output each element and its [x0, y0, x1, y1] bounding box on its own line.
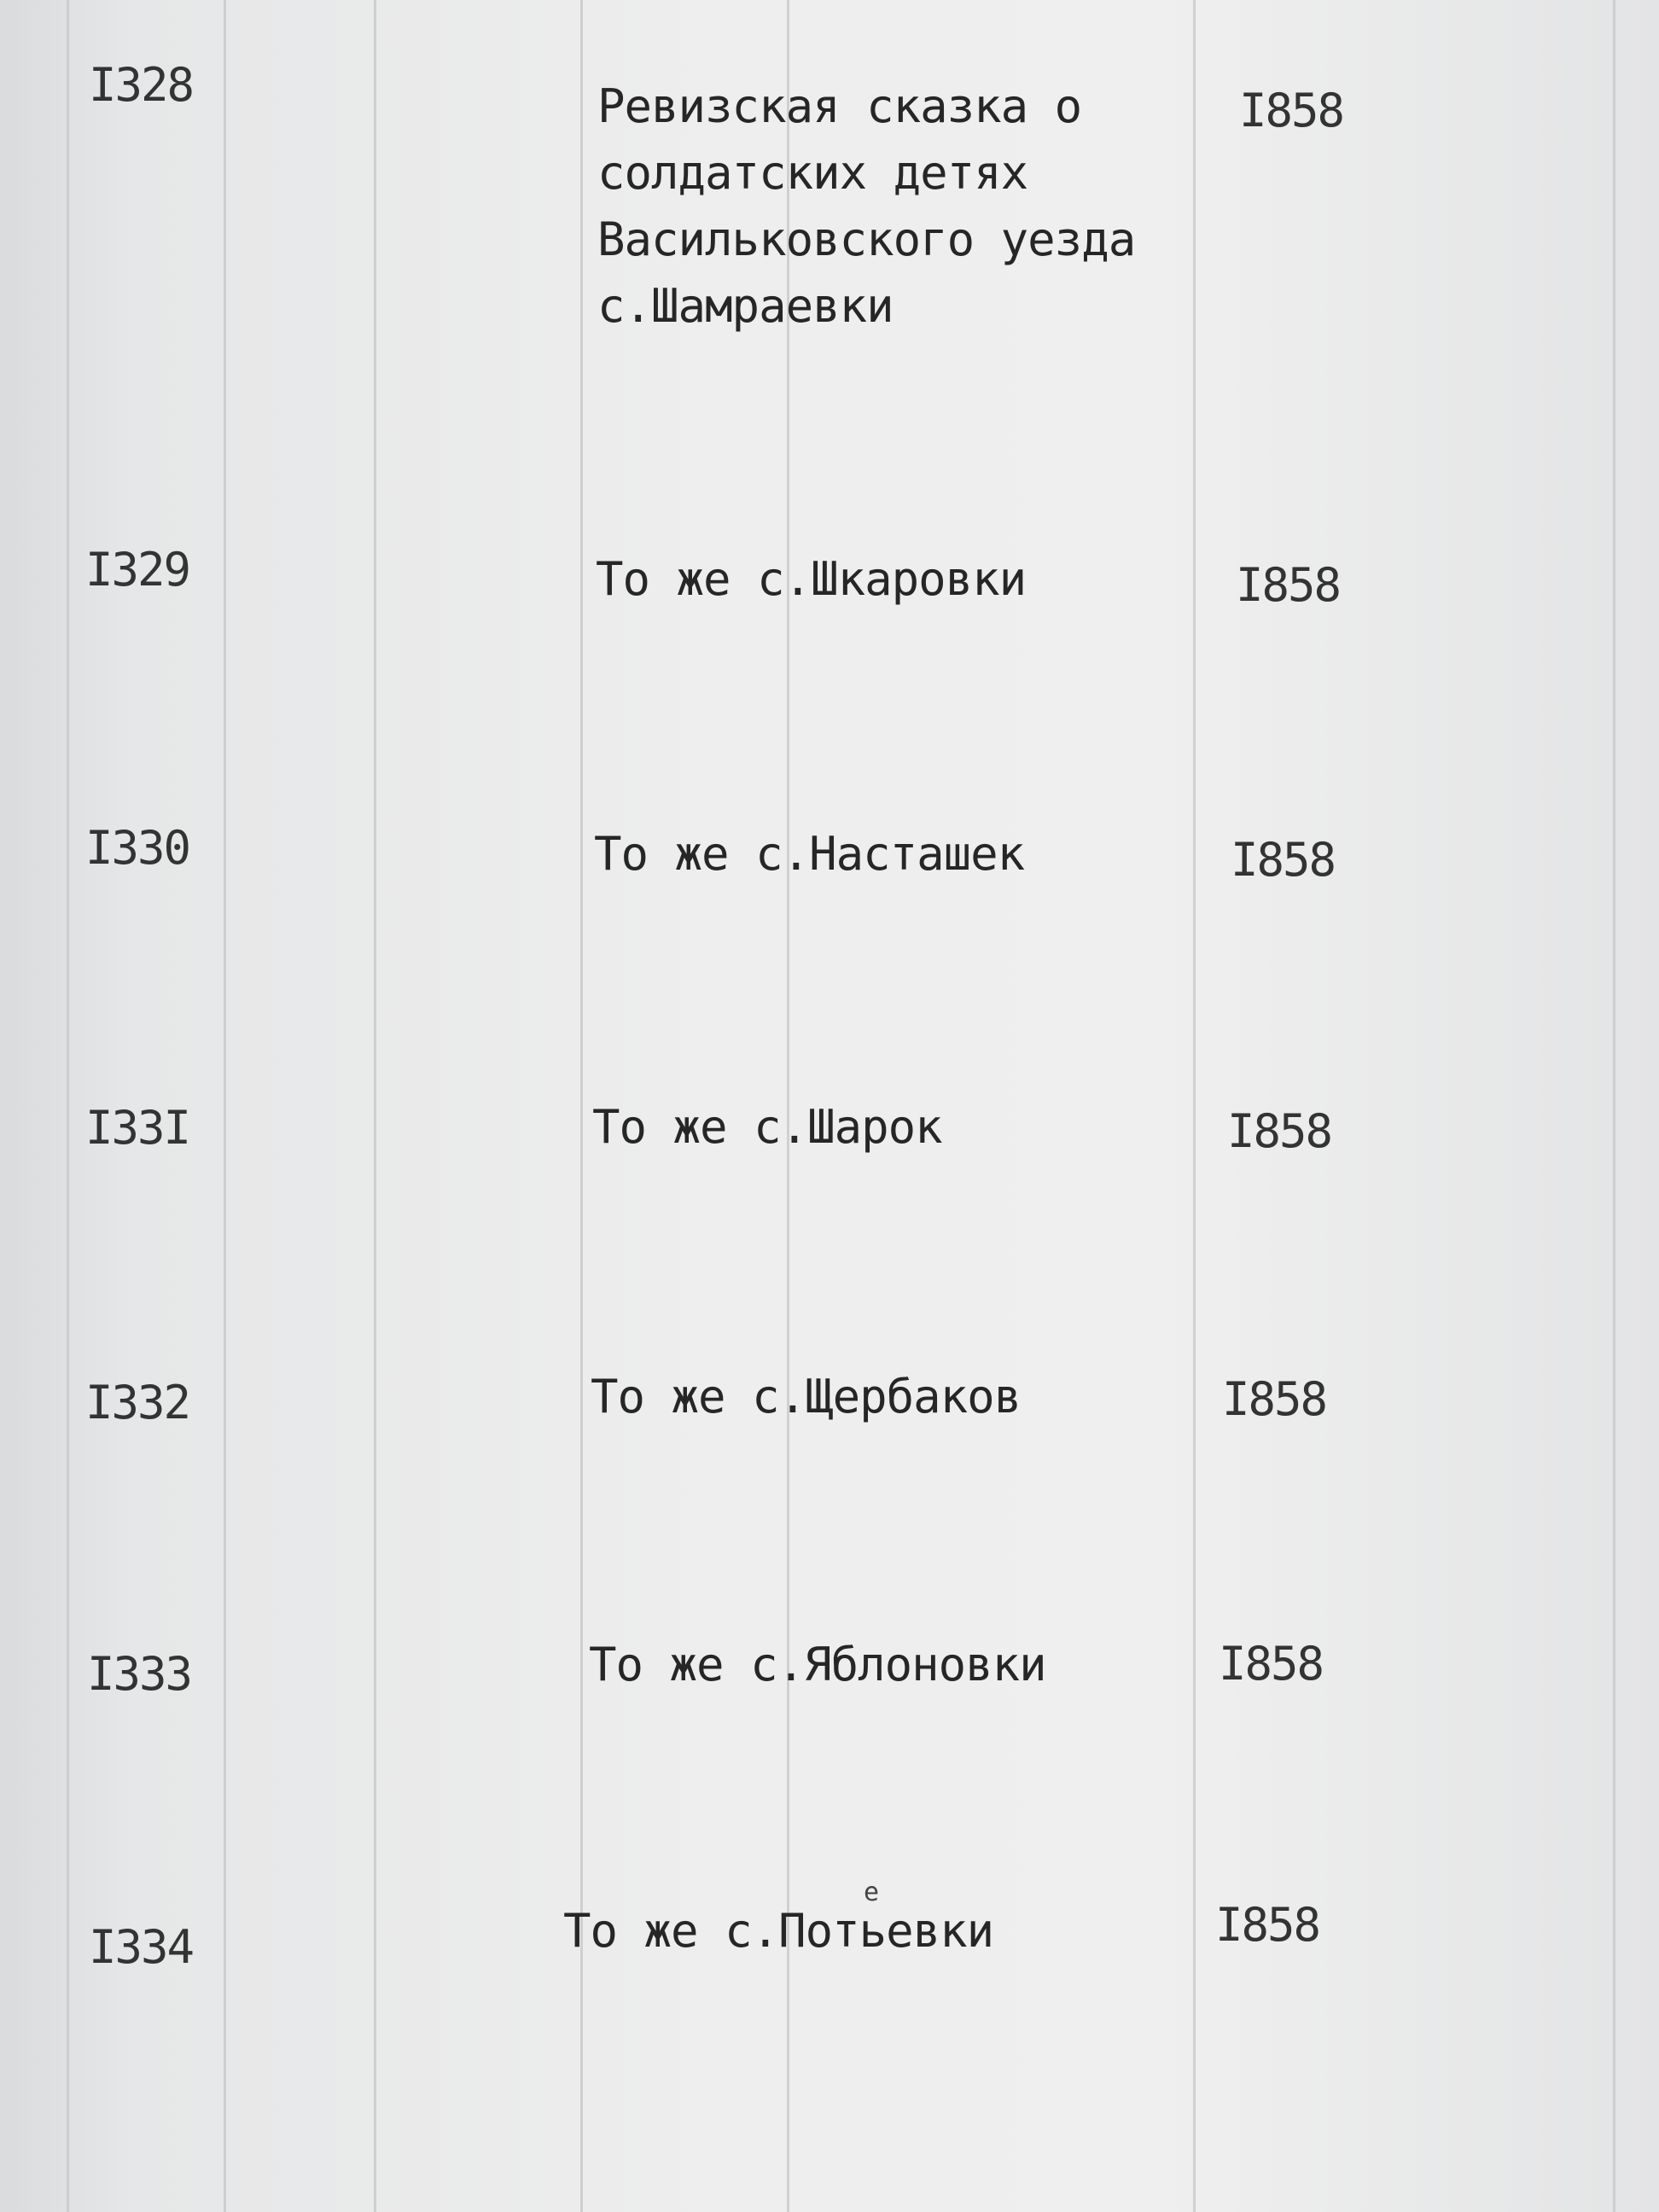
entry-description: То же с.Шкаровки — [596, 552, 1027, 606]
entry-number: I334 — [89, 1920, 194, 1974]
entry-year: I858 — [1222, 1372, 1327, 1426]
entry-description: То же с.Потьевки — [563, 1904, 994, 1958]
entry-number: I330 — [85, 821, 190, 875]
column-rule — [374, 0, 376, 2212]
entry-number: I332 — [85, 1376, 190, 1429]
column-rule — [580, 0, 583, 2212]
entry-year: I858 — [1239, 84, 1344, 137]
entry-number: I328 — [89, 58, 194, 112]
entry-description: То же с.Шарок — [592, 1100, 942, 1154]
entry-number: I333 — [87, 1647, 192, 1701]
entry-description: То же с.Яблоновки — [589, 1638, 1046, 1691]
entry-number: I33I — [85, 1101, 190, 1155]
entry-year: I858 — [1215, 1898, 1320, 1952]
handwritten-mark: е — [864, 1877, 880, 1907]
column-rule — [1193, 0, 1196, 2212]
entry-number: I329 — [85, 543, 190, 597]
column-rule — [1613, 0, 1615, 2212]
entry-year: I858 — [1231, 833, 1336, 887]
entry-year: I858 — [1236, 558, 1341, 612]
entry-description: То же с.Щербаков — [591, 1370, 1022, 1423]
entry-year: I858 — [1227, 1104, 1332, 1158]
entry-description: Ревизская сказка о солдатских детях Васильковского уезда с.Шамраевки — [597, 79, 1136, 333]
column-rule — [67, 0, 69, 2212]
column-rule — [224, 0, 226, 2212]
entry-description: То же с.Насташек — [594, 827, 1025, 881]
entry-year: I858 — [1219, 1637, 1324, 1691]
